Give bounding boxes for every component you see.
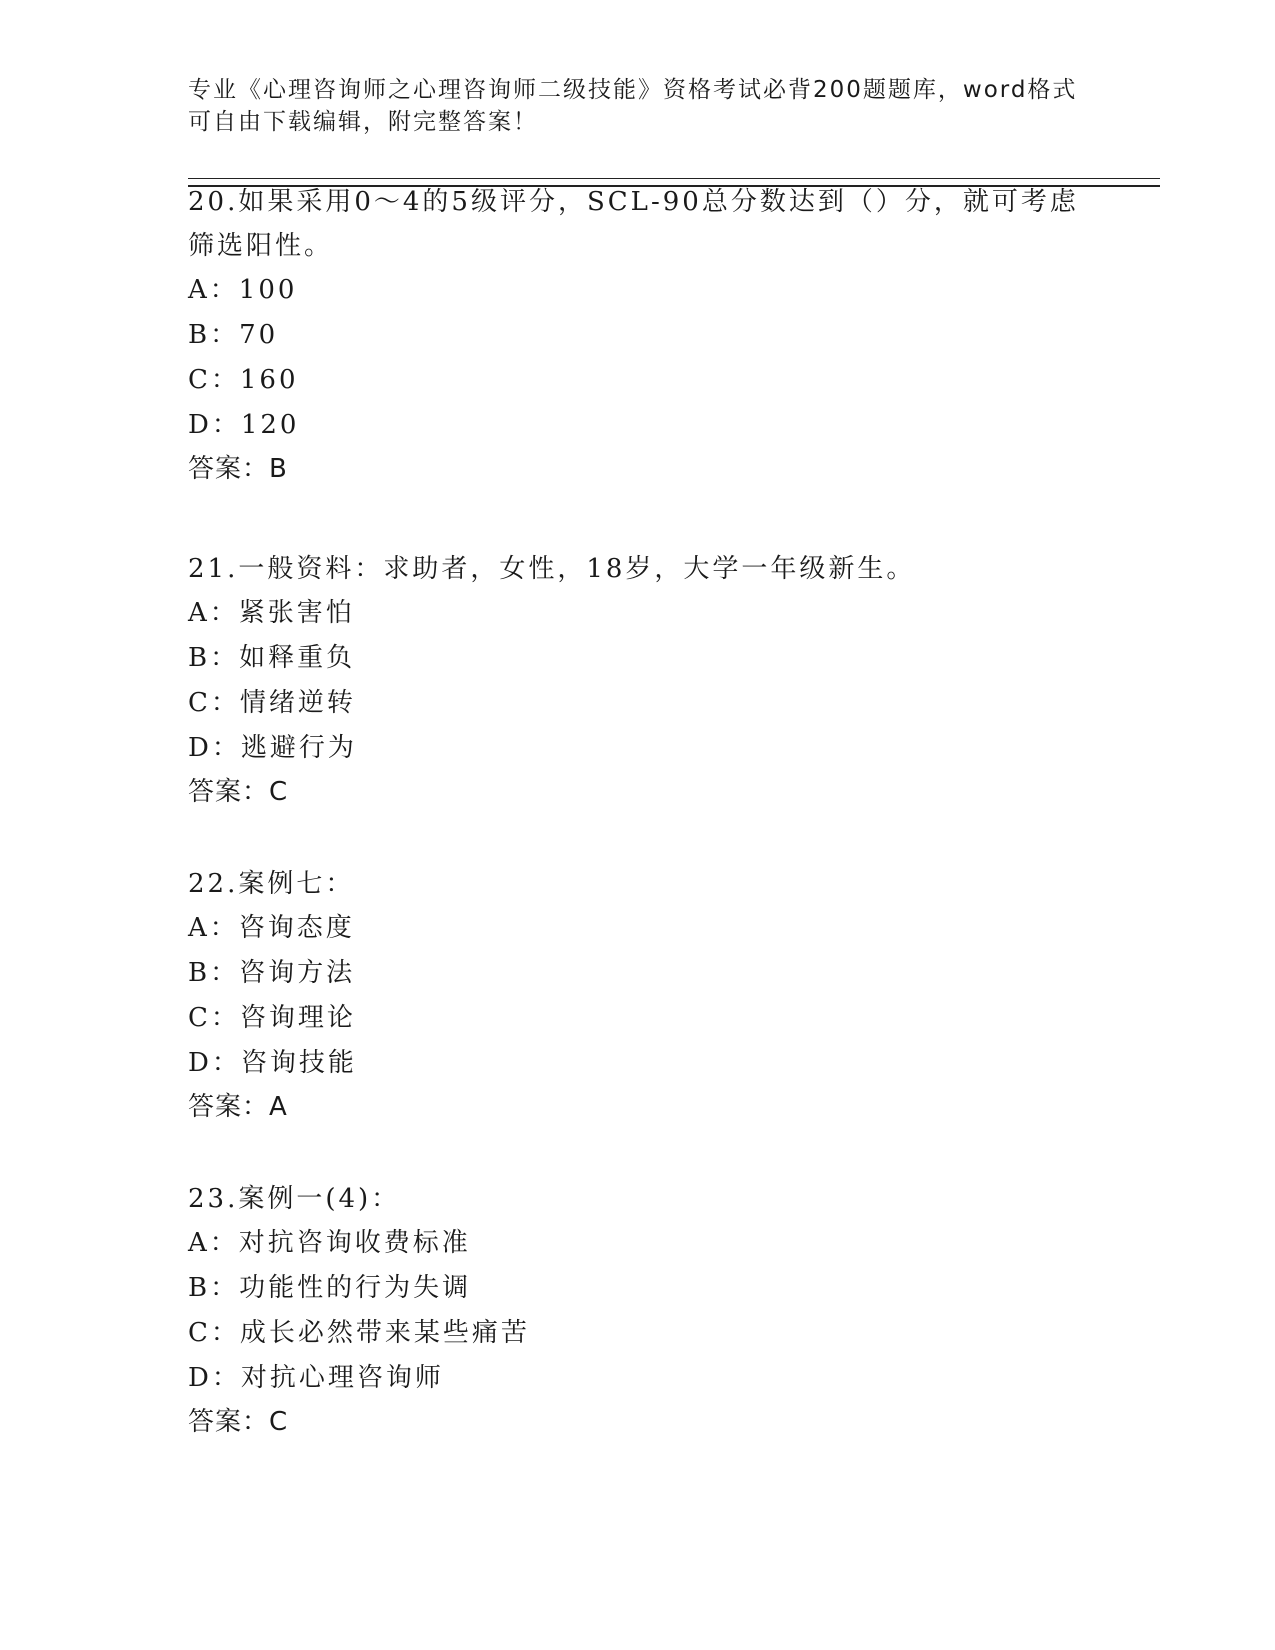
question-title [188,180,1088,268]
question-title-line-1: 23.案例一(4)： [188,1184,401,1214]
answer: 答案：B [188,454,288,484]
option-a: A：100 [188,275,298,305]
option-b: B：70 [188,320,279,350]
option-d: D：对抗心理咨询师 [188,1363,444,1393]
question-title-line-1: 20.如果采用0～4的5级评分，SCL-90总分数达到（）分，就可考虑 [188,187,1079,217]
question-title [188,1177,1088,1221]
option-c: C：咨询理论 [188,1003,356,1033]
option-a: A：咨询态度 [188,913,355,943]
option-b: B：咨询方法 [188,958,356,988]
document-header [188,74,1088,138]
header-line-1: 专业《心理咨询师之心理咨询师二级技能》资格考试必背200题题库，word格式 [188,77,1078,103]
option-c: C：160 [188,365,299,395]
option-d: D：逃避行为 [188,733,357,763]
option-a: A：紧张害怕 [188,598,355,628]
option-a: A：对抗咨询收费标准 [188,1228,471,1258]
option-b: B：功能性的行为失调 [188,1273,472,1303]
header-line-2: 可自由下载编辑，附完整答案！ [188,109,538,135]
question-22 [188,862,1088,1130]
option-c: C：情绪逆转 [188,688,356,718]
option-d: D：咨询技能 [188,1048,357,1078]
answer: 答案：C [188,1407,289,1437]
question-23 [188,1177,1088,1445]
question-title-line-1: 21.一般资料：求助者，女性，18岁，大学一年级新生。 [188,554,916,584]
question-title-line-2: 筛选阳性。 [188,231,334,261]
question-title [188,547,1088,591]
answer: 答案：A [188,1092,288,1122]
answer: 答案：C [188,777,289,807]
question-20 [188,180,1088,492]
option-d: D：120 [188,410,300,440]
question-title [188,862,1088,906]
option-c: C：成长必然带来某些痛苦 [188,1318,530,1348]
question-title-line-1: 22.案例七： [188,869,355,899]
question-21 [188,547,1088,815]
option-b: B：如释重负 [188,643,356,673]
